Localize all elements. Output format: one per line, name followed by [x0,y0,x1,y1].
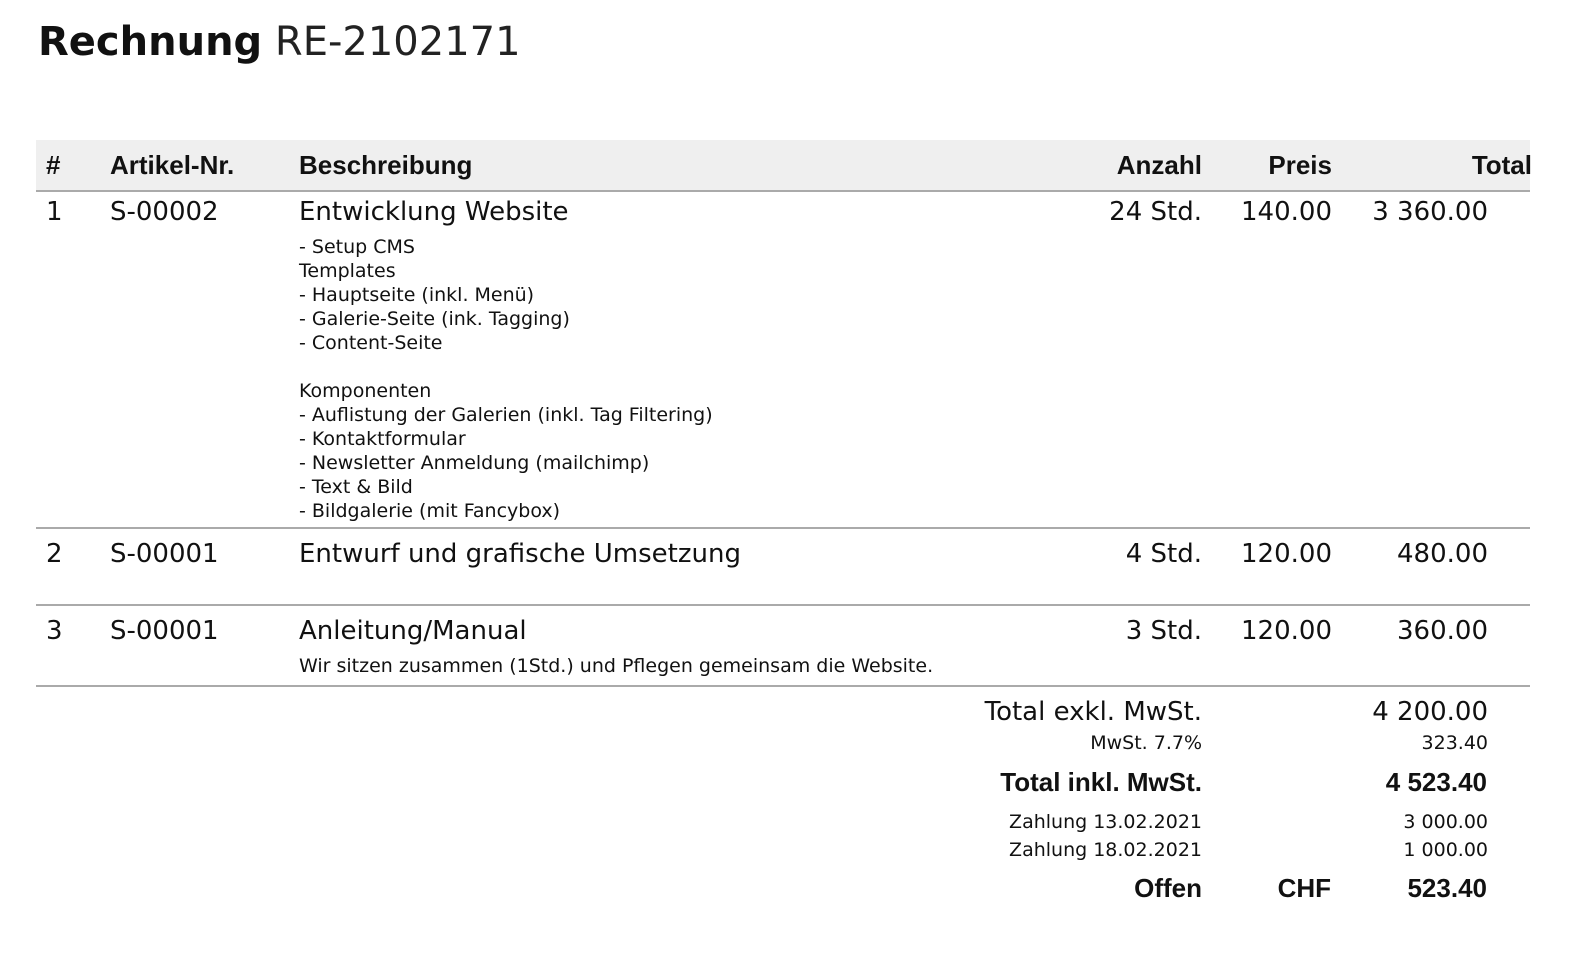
column-header-quantity: Anzahl [1116,150,1202,180]
row-description-title: Entwurf und grafische Umsetzung [299,539,741,569]
row-price: 120.00 [1241,539,1332,569]
subtotal-value: 4 200.00 [1372,697,1488,727]
row-total: 360.00 [1397,616,1488,646]
row-pos: 1 [46,197,63,227]
subtotal-label: Total exkl. MwSt. [984,697,1202,727]
row-quantity: 4 Std. [1125,539,1202,569]
row-description-details: Wir sitzen zusammen (1Std.) und Pflegen gemeinsam die Website. [299,655,934,677]
row-description-details: - Setup CMS Templates - Hauptseite (inkl. Menü) - Galerie-Seite (ink. Tagging) - Content-Seite Komponenten - Auflistung der Galerien (inkl. Tag Filtering) - Kontaktformular - Newsletter Anmeldung (mailchimp) - Text & Bild - Bildgalerie (mit Fancybox) [299,236,713,522]
row-quantity: 3 Std. [1125,616,1202,646]
row-pos: 3 [46,616,63,646]
row-divider [36,527,1530,529]
total-value: 4 523.40 [1385,767,1487,797]
row-price: 140.00 [1241,197,1332,227]
row-pos: 2 [46,539,63,569]
vat-value: 323.40 [1421,732,1488,754]
row-divider [36,685,1530,687]
payment-value: 3 000.00 [1403,811,1488,833]
column-header-price: Preis [1268,150,1332,180]
row-description-title: Entwicklung Website [299,197,569,227]
invoice-title [38,14,521,70]
payment-label: Zahlung 18.02.2021 [1009,839,1202,861]
payment-value: 1 000.00 [1403,839,1488,861]
open-amount-label: Offen [1134,873,1202,903]
row-article-number: S-00001 [110,616,219,646]
column-header-article: Artikel-Nr. [110,150,235,180]
total-label: Total inkl. MwSt. [1000,767,1202,797]
open-amount-value: 523.40 [1407,873,1487,903]
invoice-number: RE-2102171 [274,19,521,65]
row-divider [36,604,1530,606]
row-article-number: S-00001 [110,539,219,569]
row-article-number: S-00002 [110,197,219,227]
column-header-description: Beschreibung [299,150,473,180]
row-price: 120.00 [1241,616,1332,646]
row-quantity: 24 Std. [1109,197,1202,227]
row-description-title: Anleitung/Manual [299,616,527,646]
row-total: 3 360.00 [1372,197,1488,227]
column-header-total: Total [1471,150,1532,180]
vat-label: MwSt. 7.7% [1090,732,1202,754]
currency-label: CHF [1277,873,1331,903]
column-header-pos: # [46,150,61,180]
invoice-title-label: Rechnung [38,19,263,65]
row-total: 480.00 [1397,539,1488,569]
payment-label: Zahlung 13.02.2021 [1009,811,1202,833]
